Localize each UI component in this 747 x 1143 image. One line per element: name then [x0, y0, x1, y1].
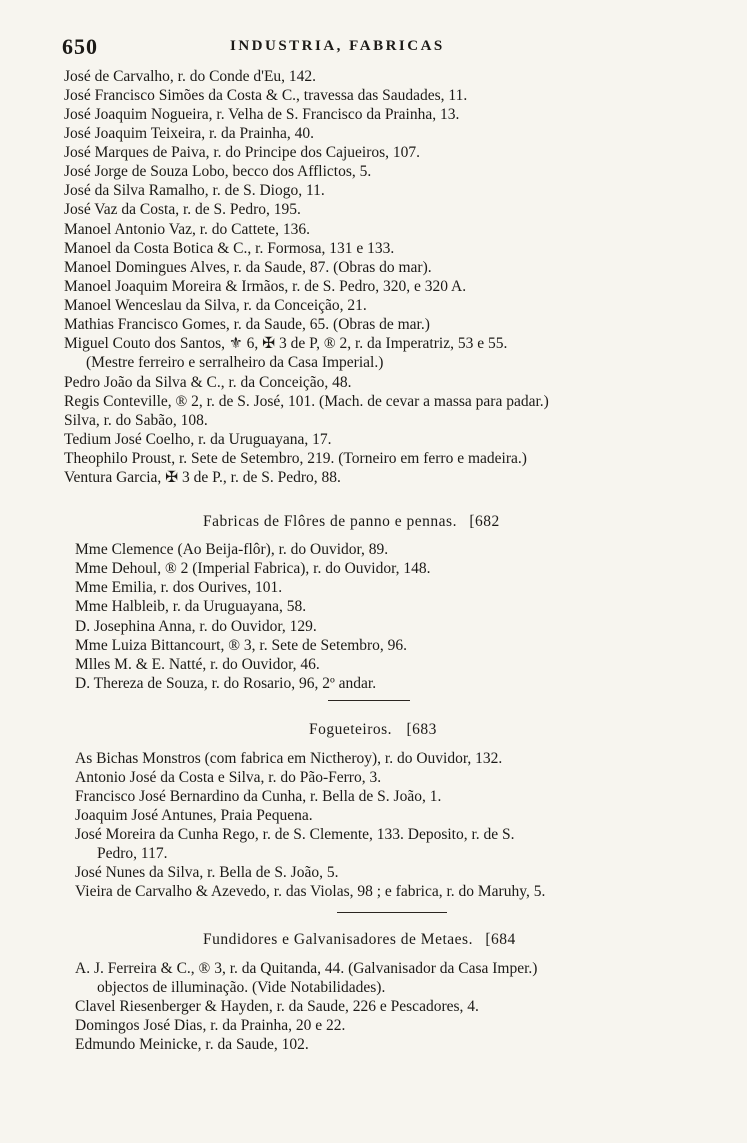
list-entry: José Nunes da Silva, r. Bella de S. João, 5.: [75, 864, 339, 881]
list-entry: D. Josephina Anna, r. do Ouvidor, 129.: [75, 618, 317, 635]
list-entry: Ventura Garcia, ✠ 3 de P., r. de S. Pedro, 88.: [64, 469, 341, 486]
list-entry: Silva, r. do Sabão, 108.: [64, 412, 208, 429]
list-entry: Clavel Riesenberger & Hayden, r. da Saude, 226 e Pescadores, 4.: [75, 998, 479, 1015]
section-divider: [337, 912, 447, 913]
section-ref: [684: [485, 931, 516, 948]
list-entry: José Francisco Simões da Costa & C., travessa das Saudades, 11.: [64, 87, 468, 104]
section-ref: [683: [406, 721, 437, 738]
section-title-line: [203, 513, 500, 531]
list-entry: José Jorge de Souza Lobo, becco dos Afflictos, 5.: [64, 163, 372, 180]
list-entry: As Bichas Monstros (com fabrica em Nictheroy), r. do Ouvidor, 132.: [75, 750, 503, 767]
list-entry: José Marques de Paiva, r. do Principe dos Cajueiros, 107.: [64, 144, 421, 161]
list-entry: Manoel Wenceslau da Silva, r. da Conceição, 21.: [64, 297, 367, 314]
list-entry: Edmundo Meinicke, r. da Saude, 102.: [75, 1036, 309, 1053]
list-entry-continuation: objectos de illuminação. (Vide Notabilidades).: [97, 979, 386, 996]
list-entry: Francisco José Bernardino da Cunha, r. Bella de S. João, 1.: [75, 788, 442, 805]
list-entry: José Moreira da Cunha Rego, r. de S. Clemente, 133. Deposito, r. de S.: [75, 826, 515, 843]
list-entry: José de Carvalho, r. do Conde d'Eu, 142.: [64, 68, 317, 85]
list-entry: Mme Halbleib, r. da Uruguayana, 58.: [75, 598, 307, 615]
section-ref: [682: [469, 513, 500, 530]
list-entry: Regis Conteville, ® 2, r. de S. José, 101. (Mach. de cevar a massa para padar.): [64, 393, 549, 410]
list-entry-continuation: Pedro, 117.: [97, 845, 168, 862]
list-entry: D. Thereza de Souza, r. do Rosario, 96, 2º andar.: [75, 675, 377, 692]
section-title: Fundidores e Galvanisadores de Metaes.: [203, 931, 473, 948]
list-entry: Antonio José da Costa e Silva, r. do Pão-Ferro, 3.: [75, 769, 382, 786]
list-entry: Domingos José Dias, r. da Prainha, 20 e 22.: [75, 1017, 346, 1034]
list-entry: Tedium José Coelho, r. da Uruguayana, 17.: [64, 431, 332, 448]
list-entry: Manoel Domingues Alves, r. da Saude, 87. (Obras do mar).: [64, 259, 432, 276]
list-entry-continuation: (Mestre ferreiro e serralheiro da Casa Imperial.): [86, 354, 384, 371]
list-entry: Mlles M. & E. Natté, r. do Ouvidor, 46.: [75, 656, 320, 673]
list-entry: José Vaz da Costa, r. de S. Pedro, 195.: [64, 201, 301, 218]
list-entry: Mme Luiza Bittancourt, ® 3, r. Sete de Setembro, 96.: [75, 637, 408, 654]
list-entry: Pedro João da Silva & C., r. da Conceição, 48.: [64, 374, 352, 391]
running-title: INDUSTRIA, FABRICAS: [230, 38, 445, 54]
list-entry: Mme Clemence (Ao Beija-flôr), r. do Ouvidor, 89.: [75, 541, 389, 558]
page-number: 650: [62, 34, 98, 59]
list-entry: Theophilo Proust, r. Sete de Setembro, 219. (Torneiro em ferro e madeira.): [64, 450, 527, 467]
list-entry: Manoel Antonio Vaz, r. do Cattete, 136.: [64, 221, 310, 238]
list-entry: Manoel da Costa Botica & C., r. Formosa, 131 e 133.: [64, 240, 395, 257]
list-entry: Manoel Joaquim Moreira & Irmãos, r. de S. Pedro, 320, e 320 A.: [64, 278, 467, 295]
list-entry: Miguel Couto dos Santos, ⚜ 6, ✠ 3 de P, ® 2, r. da Imperatriz, 53 e 55.: [64, 335, 508, 352]
page-header: [62, 34, 502, 60]
list-entry: Joaquim José Antunes, Praia Pequena.: [75, 807, 313, 824]
list-entry: Mme Emilia, r. dos Ourives, 101.: [75, 579, 283, 596]
section-divider: [328, 700, 410, 701]
list-entry: José Joaquim Teixeira, r. da Prainha, 40.: [64, 125, 315, 142]
section-title-line: [203, 931, 516, 949]
list-entry: Vieira de Carvalho & Azevedo, r. das Violas, 98 ; e fabrica, r. do Maruhy, 5.: [75, 883, 546, 900]
section-title: Fogueteiros.: [309, 721, 393, 738]
list-entry: A. J. Ferreira & C., ® 3, r. da Quitanda, 44. (Galvanisador da Casa Imper.): [75, 960, 538, 977]
list-entry: José da Silva Ramalho, r. de S. Diogo, 11.: [64, 182, 325, 199]
list-entry: José Joaquim Nogueira, r. Velha de S. Francisco da Prainha, 13.: [64, 106, 460, 123]
list-entry: Mathias Francisco Gomes, r. da Saude, 65. (Obras de mar.): [64, 316, 430, 333]
section-title: Fabricas de Flôres de panno e pennas.: [203, 513, 457, 530]
list-entry: Mme Dehoul, ® 2 (Imperial Fabrica), r. do Ouvidor, 148.: [75, 560, 431, 577]
section-title-line: [309, 721, 437, 739]
